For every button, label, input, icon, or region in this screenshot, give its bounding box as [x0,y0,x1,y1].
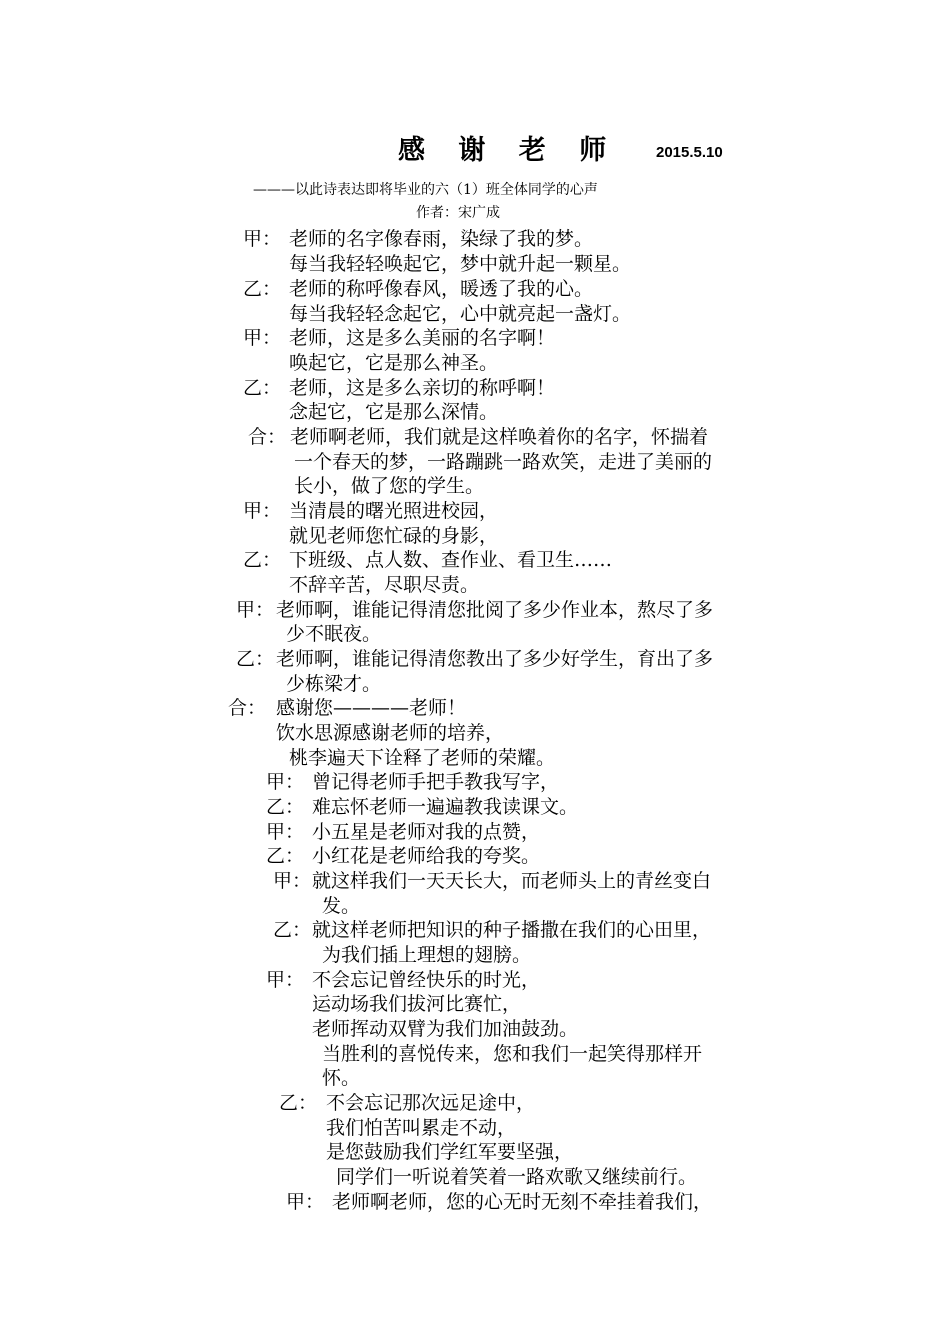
speaker-label: 乙： [266,796,305,818]
poem-line: 是您鼓励我们学红军要坚强， [326,1141,574,1163]
poem-line: 就这样我们一天天长大，而老师头上的青丝变白 [312,870,712,892]
poem-line: 少栋梁才。 [286,673,382,695]
poem-line: 唤起它，它是那么神圣。 [289,352,499,374]
speaker-label: 甲： [243,327,282,349]
poem-line: 不会忘记曾经快乐的时光， [312,969,541,991]
speaker-label: 乙： [273,919,312,941]
poem-line: 老师，这是多么亲切的称呼啊！ [289,377,556,399]
poem-line: 老师的名字像春雨，染绿了我的梦。 [289,228,594,250]
author-line: 作者：宋广成 [416,205,500,221]
poem-line: 一个春天的梦，一路蹦跳一路欢笑，走进了美丽的 [294,451,713,473]
poem-line: 饮水思源感谢老师的培养， [276,722,505,744]
poem-line: 怀。 [322,1067,361,1089]
poem-line: 下班级、点人数、查作业、看卫生…… [289,549,613,571]
speaker-label: 乙： [279,1092,318,1114]
speaker-label: 乙： [236,648,275,670]
page-title: 感 谢 老 师 [398,135,619,166]
poem-line: 就这样老师把知识的种子播撒在我们的心田里， [312,919,712,941]
poem-line: 老师啊老师，您的心无时无刻不牵挂着我们， [332,1191,713,1213]
poem-line: 当胜利的喜悦传来，您和我们一起笑得那样开 [322,1043,703,1065]
poem-line: 老师，这是多么美丽的名字啊！ [289,327,556,349]
poem-line: 少不眠夜。 [286,623,382,645]
subtitle: ———以此诗表达即将毕业的六（1）班全体同学的心声 [253,182,598,198]
poem-line: 每当我轻轻念起它，心中就亮起一盏灯。 [289,303,632,325]
poem-line: 小五星是老师对我的点赞， [312,821,541,843]
poem-line: 桃李遍天下诠释了老师的荣耀。 [289,747,556,769]
poem-line: 感谢您————老师！ [276,697,467,719]
speaker-label: 乙： [243,549,282,571]
speaker-label: 甲： [266,821,305,843]
speaker-label: 乙： [243,278,282,300]
speaker-label: 乙： [266,845,305,867]
poem-line: 小红花是老师给我的夸奖。 [312,845,541,867]
poem-line: 老师啊老师，我们就是这样唤着你的名字，怀揣着 [290,426,709,448]
poem-line: 为我们插上理想的翅膀。 [322,944,532,966]
speaker-label: 甲： [286,1191,325,1213]
poem-line: 我们怕苦叫累走不动， [326,1117,517,1139]
poem-line: 老师的称呼像春风，暖透了我的心。 [289,278,594,300]
speaker-label: 合： [228,697,267,719]
poem-line: 同学们一听说着笑着一路欢歌又继续前行。 [336,1166,698,1188]
poem-line: 就见老师您忙碌的身影， [289,525,499,547]
poem-line: 当清晨的曙光照进校园， [289,500,499,522]
poem-line: 长小，做了您的学生。 [294,475,485,497]
poem-line: 不会忘记那次远足途中， [326,1092,536,1114]
speaker-label: 甲： [236,599,275,621]
poem-line: 老师啊，谁能记得清您教出了多少好学生，育出了多 [276,648,714,670]
poem-line: 每当我轻轻唤起它，梦中就升起一颗星。 [289,253,632,275]
speaker-label: 甲： [243,500,282,522]
speaker-label: 甲： [273,870,312,892]
poem-line: 曾记得老师手把手教我写字， [312,771,560,793]
poem-line: 运动场我们拔河比赛忙， [312,993,522,1015]
poem-line: 发。 [322,895,361,917]
speaker-label: 甲： [266,771,305,793]
poem-line: 念起它，它是那么深情。 [289,401,499,423]
poem-line: 不辞辛苦，尽职尽责。 [289,574,480,596]
poem-line: 老师挥动双臂为我们加油鼓劲。 [312,1018,579,1040]
speaker-label: 甲： [243,228,282,250]
speaker-label: 甲： [266,969,305,991]
speaker-label: 合： [248,426,287,448]
poem-line: 难忘怀老师一遍遍教我读课文。 [312,796,579,818]
date-label: 2015.5.10 [656,144,723,161]
poem-line: 老师啊，谁能记得清您批阅了多少作业本，熬尽了多 [276,599,714,621]
speaker-label: 乙： [243,377,282,399]
